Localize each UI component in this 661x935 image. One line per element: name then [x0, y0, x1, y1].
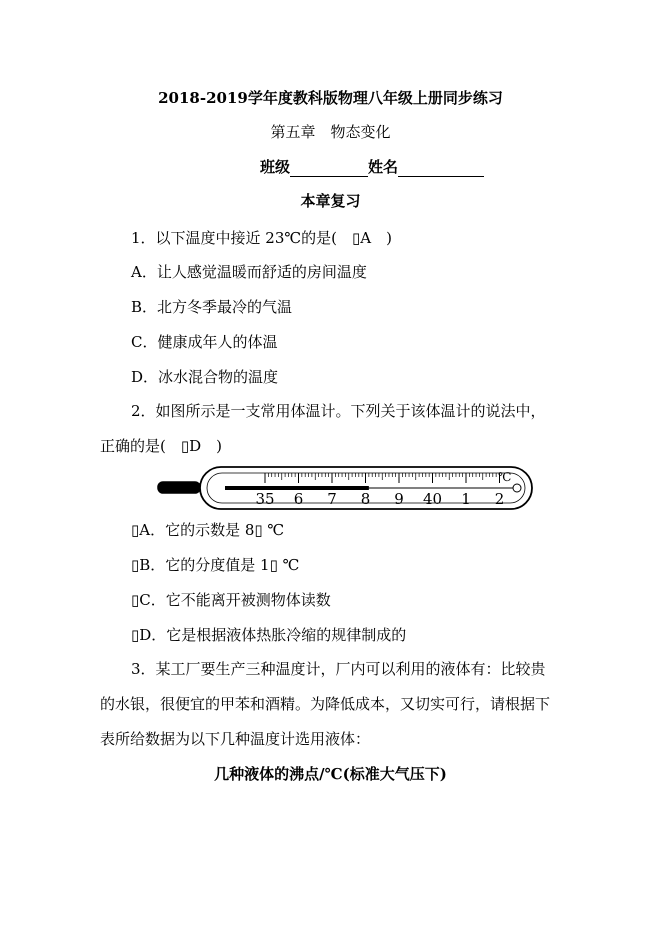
class-label: 班级: [260, 158, 291, 176]
question-1-option-c: C．健康成年人的体温: [131, 333, 278, 351]
question-1-stem: 1．以下温度中接近 23℃的是( ▯A ): [131, 229, 392, 247]
thermometer-bulb: [158, 482, 200, 493]
scale-label: 6: [293, 490, 304, 508]
question-2-stem-line2: 正确的是( ▯D ): [100, 437, 222, 455]
question-1-option-a: A．让人感觉温暖而舒适的房间温度: [131, 263, 367, 281]
scale-label: 35: [255, 490, 275, 508]
question-2-option-a: ▯A．它的示数是 8▯ ℃: [131, 521, 285, 539]
section-title: 本章复习: [300, 192, 361, 210]
question-3-stem-line1: 3．某工厂要生产三种温度计，厂内可以利用的液体有：比较贵: [131, 660, 546, 678]
question-1-option-d: D．冰水混合物的温度: [131, 368, 279, 386]
class-blank[interactable]: [290, 160, 368, 177]
chapter-title: 第五章 物态变化: [270, 123, 391, 141]
unit-label: ℃: [498, 470, 512, 484]
question-2-stem-line1: 2．如图所示是一支常用体温计。下列关于该体温计的说法中，: [131, 402, 546, 420]
thermometer-figure: [155, 462, 540, 514]
name-label: 姓名: [368, 158, 399, 176]
question-2-option-d: ▯D．它是根据液体热胀冷缩的规律制成的: [131, 626, 407, 644]
scale-label: 1: [461, 490, 471, 508]
name-blank[interactable]: [398, 160, 484, 177]
scale-label: 2: [494, 490, 505, 508]
page-title: 2018-2019学年度教科版物理八年级上册同步练习: [158, 89, 503, 107]
class-name-line: [260, 157, 484, 177]
scale-label: 40: [422, 490, 443, 508]
thermometer-end-bulb: [513, 484, 521, 492]
question-1-option-b: B．北方冬季最冷的气温: [131, 298, 293, 316]
question-2-option-c: ▯C．它不能离开被测物体读数: [131, 591, 331, 609]
scale-label: 7: [327, 490, 337, 508]
question-3-stem-line2: 的水银，很便宜的甲苯和酒精。为降低成本，又切实可行，请根据下: [100, 695, 551, 713]
question-3-stem-line3: 表所给数据为以下几种温度计选用液体：: [100, 730, 371, 748]
table-caption: 几种液体的沸点/℃(标准大气压下): [214, 765, 447, 783]
scale-label: 8: [360, 490, 371, 508]
scale-label: 9: [394, 490, 404, 508]
question-2-option-b: ▯B．它的分度值是 1▯ ℃: [131, 556, 300, 574]
